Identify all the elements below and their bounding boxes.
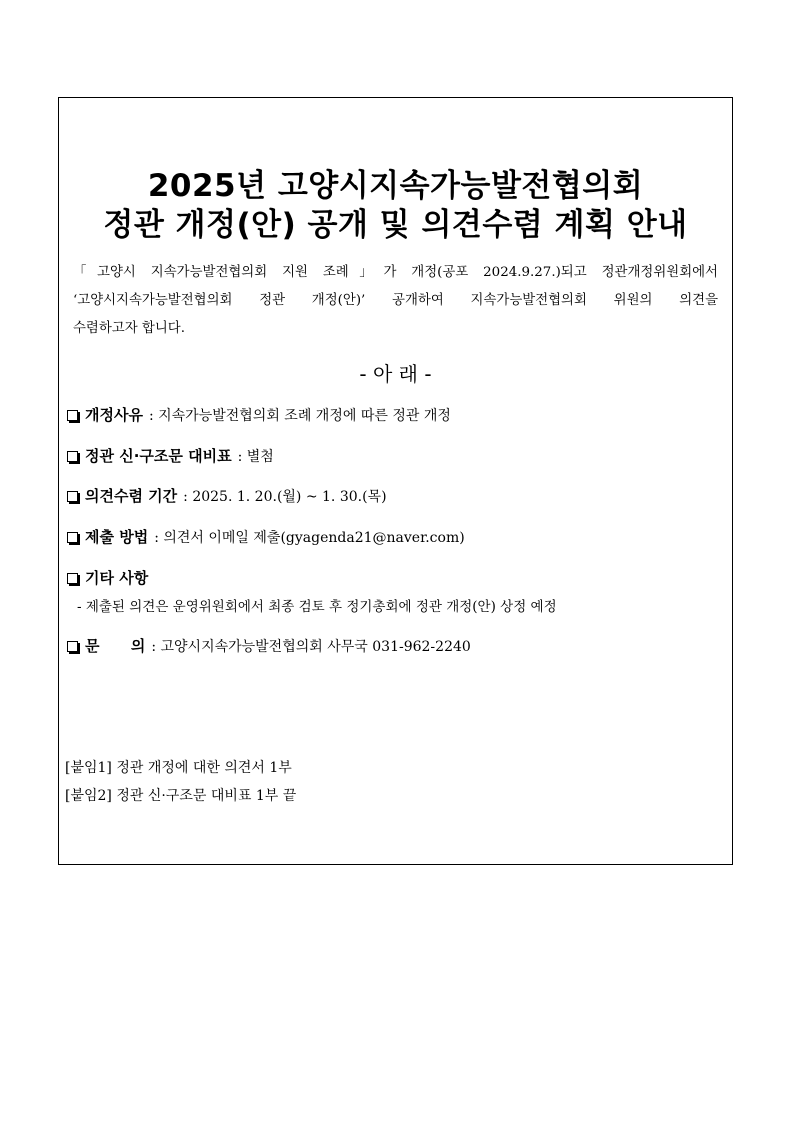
item-label: 개정사유 (85, 406, 143, 424)
item-value: : 고양시지속가능발전협의회 사무국 031-962-2240 (151, 638, 471, 655)
item-value: : 2025. 1. 20.(월) ~ 1. 30.(목) (183, 488, 387, 505)
intro-line-1: 「고양시 지속가능발전협의회 지원 조례」가 개정(공포 2024.9.27.)되고 정관개정위원회에서 (73, 265, 718, 280)
item-label: 정관 신·구조문 대비표 (85, 447, 232, 465)
item-contact (67, 635, 471, 656)
intro-line-3: 수렴하고자 합니다. (73, 321, 185, 336)
other-note: - 제출된 의견은 운영위원회에서 최종 검토 후 정기총회에 정관 개정(안) 상정 예정 (77, 599, 557, 615)
checkbox-bullet-icon (67, 410, 78, 421)
checkbox-bullet-icon (67, 491, 78, 502)
title-line-1: 2025년 고양시지속가능발전협의회 (147, 168, 644, 204)
item-period (67, 485, 387, 506)
item-value: : 지속가능발전협의회 조례 개정에 따른 정관 개정 (148, 407, 451, 424)
section-heading: - 아 래 - (359, 362, 432, 386)
checkbox-bullet-icon (67, 532, 78, 543)
attachment-1: [붙임1] 정관 개정에 대한 의견서 1부 (65, 760, 292, 776)
item-label: 기타 사항 (85, 569, 149, 587)
attachment-2: [붙임2] 정관 신·구조문 대비표 1부 끝 (65, 788, 297, 804)
intro-line-2: ‘고양시지속가능발전협의회 정관 개정(안)’ 공개하여 지속가능발전협의회 위원의 의견을 (73, 293, 718, 308)
item-comparison-table (67, 445, 274, 466)
item-label: 문 의 (85, 637, 146, 655)
item-label: 제출 방법 (85, 528, 149, 546)
checkbox-bullet-icon (67, 451, 78, 462)
item-other (67, 567, 154, 588)
checkbox-bullet-icon (67, 641, 78, 652)
item-value: : 별첨 (237, 448, 274, 465)
item-submission (67, 526, 465, 547)
title-line-2: 정관 개정(안) 공개 및 의견수렴 계획 안내 (103, 207, 688, 243)
document-frame (58, 97, 733, 865)
item-label: 의견수렴 기간 (85, 487, 178, 505)
item-value: : 의견서 이메일 제출(gyagenda21@naver.com) (154, 529, 465, 546)
checkbox-bullet-icon (67, 573, 78, 584)
item-reason (67, 404, 451, 425)
